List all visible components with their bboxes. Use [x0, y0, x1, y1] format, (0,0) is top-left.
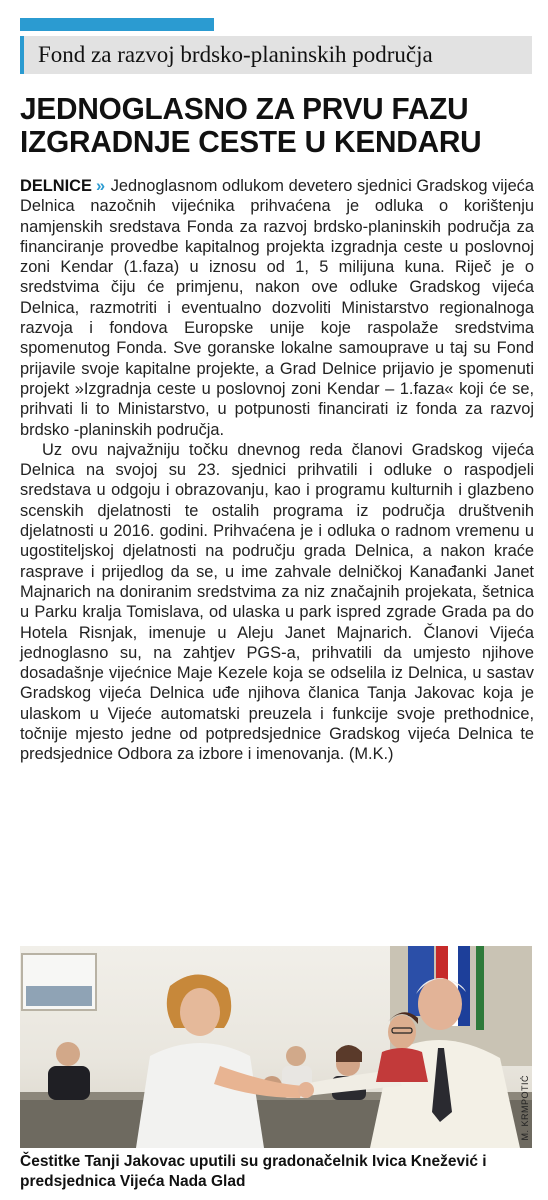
section-header: [20, 36, 532, 74]
article-body: [20, 176, 534, 765]
woman-blouse: [136, 1043, 264, 1148]
photo-illustration: [20, 946, 532, 1148]
paragraph-1-text: Jednoglasnom odlukom devetero sjednici Gradskog vijeća Delnica nazočnih vijećnika prihvaćena je odluka o korištenju namjenskih sredstava Fonda za razvoj brdsko-planinskih područja za financiranje provedbe kapitalnog projekta izgradnja ceste u poslovnoj zoni Kendar (1.faza) u iznosu od 1, 5 milijuna kuna. Riječ je o sredstvima čiju će primjenu, nakon ove odluke Gradskog vijeća Delnica, razmotriti i eventualno dozvoliti Ministarstvo regionalnoga razvoja i fondova Europske unije koje raspolaže sredstvima spomenutog Fonda. Sve goranske lokalne samouprave u taj su Fond prijavile svoje kapitalne projekte, a Grad Delnice prijavio je spomenuti projekt »Izgradnja ceste u poslovnoj zoni Kendar – 1.faza« koji će se, prihvati li to Ministarstvo, u potpunosti financirati iz fonda za razvoj brdsko -planinskih područja.: [20, 177, 534, 439]
headline: [20, 92, 512, 158]
headline-line-2: IZGRADNJE CESTE U KENDARU: [20, 124, 482, 159]
headline-line-1: JEDNOGLASNO ZA PRVU FAZU: [20, 91, 469, 126]
section-label: Fond za razvoj brdsko-planinskih područja: [38, 42, 433, 67]
article-paragraph-2: Uz ovu najvažniju točku dnevnog reda članovi Gradskog vijeća Delnica na svojoj su 23. sjednici prihvatili i odluke o raspodjeli sredstava u odgoju i obrazovanju, kao i programu kulturnih i glazbeno scenskih djelatnosti te ostalih programa iz područja društvenih djelatnosti u 2016. godini. Prihvaćena je i odluka o radnom vremenu u ugostiteljskoj djelatnosti na području grada Delnica, a nakon kraće rasprave i prijedlog da se, u ime zahvale delničkoj Kanađanki Janet Majnarich na doniranim sredstvima za niz značajnih projekata, šetnica u Parku kralja Tomislava, od ulaska u park ispred zgrade Grada pa do Hotela Risnjak, imenuje u Aleju Janet Majnarich. Članovi Vijeća jednoglasno su, na zahtjev PGS-a, prihvatili da umjesto njihove dosadašnje vijećnice Maje Kezele koja se odselila iz Delnica, u sastav Gradskog vijeća Delnica uđe njihova članica Tanja Jakovac koja je ulaskom u Vijeće automatski preuzela i funkcije svoje prethodnice, točnije mjesto jedne od potpredsjednice Gradskog vijeća Delnica te predsjednice Odbora za izbore i imenovanja. (M.K.): [20, 440, 534, 764]
accent-bar: [20, 18, 214, 31]
dateline: DELNICE: [20, 177, 92, 195]
photo-credit: M. KRMPOTIĆ: [520, 1074, 530, 1140]
handshake: [298, 1082, 314, 1098]
double-arrow-icon: »: [95, 177, 103, 195]
article-paragraph-1: [20, 176, 534, 440]
photo-caption: Čestitke Tanji Jakovac uputili su gradonačelnik Ivica Knežević i predsjednica Vijeća Nada Glad: [20, 1153, 487, 1190]
article-photo: [20, 946, 532, 1148]
